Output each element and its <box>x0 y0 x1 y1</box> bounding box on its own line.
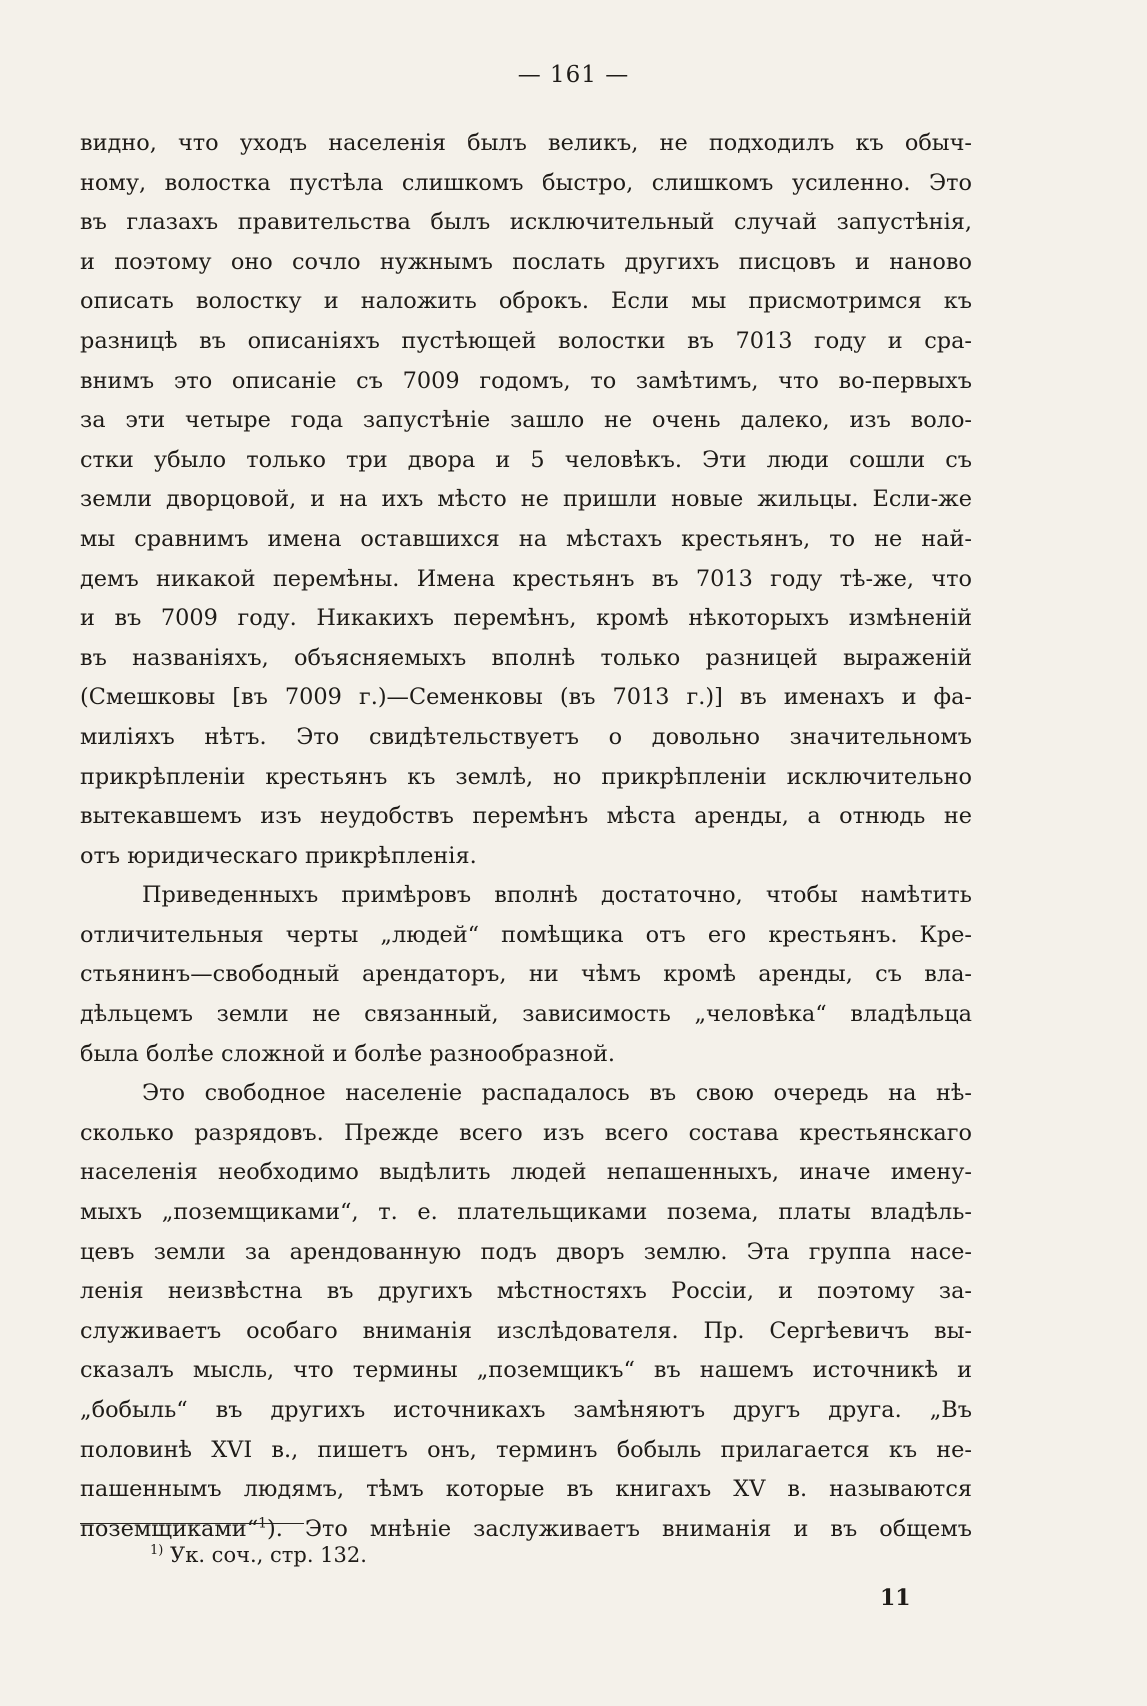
text-line: и въ 7009 году. Никакихъ перемѣнъ, кромѣ нѣкоторыхъ измѣненій <box>80 605 972 632</box>
text-line: описать волостку и наложить оброкъ. Если мы присмотримся къ <box>80 288 972 315</box>
text-line: мы сравнимъ имена оставшихся на мѣстахъ крестьянъ, то не най- <box>80 525 972 552</box>
text-line: вытекавшемъ изъ неудобствъ перемѣнъ мѣста аренды, а отнюдь не <box>80 803 972 830</box>
text-line: (Смешковы [въ 7009 г.)—Семенковы (въ 7013 г.)] въ именахъ и фа- <box>80 684 972 711</box>
text-line: въ названіяхъ, объясняемыхъ вполнѣ только разницей выраженій <box>80 644 972 671</box>
text-line: видно, что уходъ населенія былъ великъ, не подходилъ къ обыч- <box>80 130 972 156</box>
text-line: миліяхъ нѣтъ. Это свидѣтельствуетъ о довольно значительномъ <box>80 723 972 750</box>
text-fragment: ). Это мнѣніе заслуживаетъ вниманія и въ общемъ <box>266 1515 972 1542</box>
text-line: стки убыло только три двора и 5 человѣкъ. Эти люди сошли съ <box>80 446 972 473</box>
text-line: сколько разрядовъ. Прежде всего изъ всего состава крестьянскаго <box>80 1119 972 1146</box>
text-line: была болѣе сложной и болѣе разнообразной. <box>80 1040 616 1067</box>
footnote-divider <box>80 1523 304 1524</box>
footnote-marker: 1) <box>150 1543 164 1558</box>
text-line: отъ юридическаго прикрѣпленія. <box>80 842 477 869</box>
footnote-reference: 1 <box>258 1515 267 1532</box>
sheet-signature-number: 11 <box>880 1585 911 1611</box>
text-line: въ глазахъ правительства былъ исключительный случай запустѣнія, <box>80 209 972 236</box>
text-line: мыхъ „поземщиками“, т. е. плательщиками позема, платы владѣль- <box>80 1199 972 1226</box>
text-line: прикрѣпленіи крестьянъ къ землѣ, но прикрѣпленіи исключительно <box>80 763 972 790</box>
text-line: Приведенныхъ примѣровъ вполнѣ достаточно, чтобы намѣтить <box>142 882 972 909</box>
text-line: служиваетъ особаго вниманія изслѣдователя. Пр. Сергѣевичъ вы- <box>80 1317 972 1344</box>
text-line: дѣльцемъ земли не связанный, зависимость „человѣка“ владѣльца <box>80 1001 972 1028</box>
body-text <box>80 124 972 1549</box>
text-fragment: поземщиками“ <box>80 1515 259 1542</box>
text-line: и поэтому оно сочло нужнымъ послать другихъ писцовъ и наново <box>80 248 972 275</box>
text-line: „бобыль“ въ другихъ источникахъ замѣняютъ другъ друга. „Въ <box>80 1397 972 1423</box>
text-line: за эти четыре года запустѣніе зашло не очень далеко, изъ воло- <box>80 407 972 434</box>
footnote <box>150 1543 367 1567</box>
text-line: ленія неизвѣстна въ другихъ мѣстностяхъ Россіи, и поэтому за- <box>80 1278 972 1305</box>
text-line: ному, волостка пустѣла слишкомъ быстро, слишкомъ усиленно. Это <box>80 169 972 196</box>
text-line: сказалъ мысль, что термины „поземщикъ“ въ нашемъ источникѣ и <box>80 1357 972 1384</box>
text-line: земли дворцовой, и на ихъ мѣсто не пришли новые жильцы. Если-же <box>80 486 972 513</box>
text-line: отличительныя черты „людей“ помѣщика отъ его крестьянъ. Кре- <box>80 921 972 948</box>
text-line: населенія необходимо выдѣлить людей непашенныхъ, иначе имену- <box>80 1159 972 1186</box>
footnote-text: Ук. соч., стр. 132. <box>163 1543 367 1567</box>
text-line: Это свободное населеніе распадалось въ свою очередь на нѣ- <box>142 1080 972 1107</box>
text-line: внимъ это описаніе съ 7009 годомъ, то замѣтимъ, что во-первыхъ <box>80 367 972 394</box>
text-line: демъ никакой перемѣны. Имена крестьянъ въ 7013 году тѣ-же, что <box>80 565 972 592</box>
text-line: цевъ земли за арендованную подъ дворъ землю. Эта группа насе- <box>80 1238 972 1265</box>
page-number: — 161 — <box>517 62 630 88</box>
text-line: половинѣ XVI в., пишетъ онъ, терминъ бобыль прилагается къ не- <box>80 1436 972 1463</box>
text-line: пашеннымъ людямъ, тѣмъ которые въ книгахъ XV в. называются <box>80 1476 972 1503</box>
text-line: стьянинъ—свободный арендаторъ, ни чѣмъ кромѣ аренды, съ вла- <box>80 961 972 988</box>
text-line: разницѣ въ описаніяхъ пустѣющей волостки въ 7013 году и сра- <box>80 327 972 354</box>
